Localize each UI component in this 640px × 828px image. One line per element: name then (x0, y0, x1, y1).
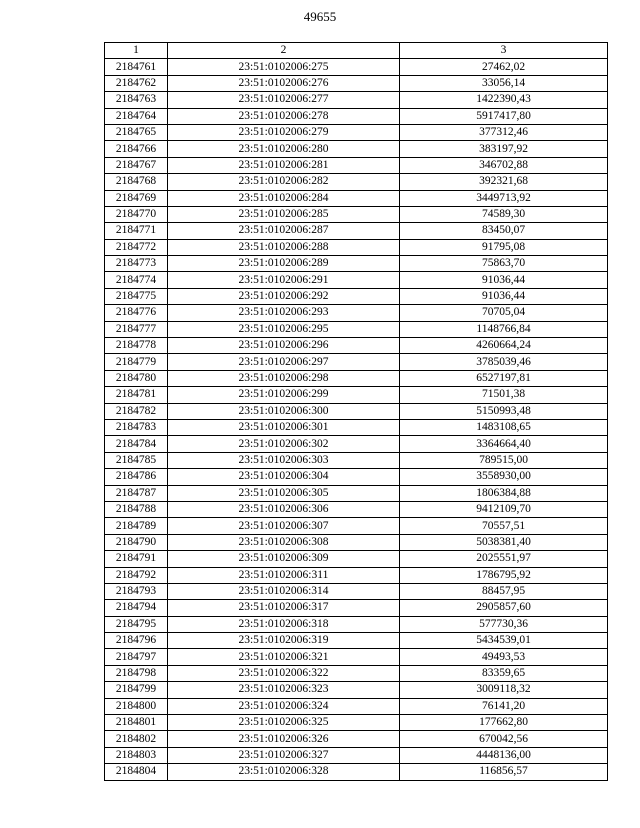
cadastral-number-cell: 23:51:0102006:300 (168, 403, 400, 419)
table-row (105, 174, 608, 190)
row-number-cell: 2184787 (105, 485, 168, 501)
cadastral-number-cell: 23:51:0102006:308 (168, 534, 400, 550)
table-row (105, 321, 608, 337)
row-number-cell: 2184765 (105, 124, 168, 140)
value-cell: 5434539,01 (400, 633, 608, 649)
value-cell: 88457,95 (400, 583, 608, 599)
value-cell: 91036,44 (400, 288, 608, 304)
table-row (105, 567, 608, 583)
table-row (105, 501, 608, 517)
cadastral-number-cell: 23:51:0102006:324 (168, 698, 400, 714)
table-row (105, 583, 608, 599)
value-cell: 177662,80 (400, 715, 608, 731)
row-number-cell: 2184790 (105, 534, 168, 550)
value-cell: 1786795,92 (400, 567, 608, 583)
table-row (105, 190, 608, 206)
row-number-cell: 2184769 (105, 190, 168, 206)
value-cell: 670042,56 (400, 731, 608, 747)
column-header-3: 3 (400, 43, 608, 59)
value-cell: 49493,53 (400, 649, 608, 665)
cadastral-number-cell: 23:51:0102006:282 (168, 174, 400, 190)
row-number-cell: 2184762 (105, 75, 168, 91)
table-row (105, 124, 608, 140)
value-cell: 3364664,40 (400, 436, 608, 452)
row-number-cell: 2184771 (105, 223, 168, 239)
table-row (105, 452, 608, 468)
row-number-cell: 2184761 (105, 59, 168, 75)
value-cell: 5150993,48 (400, 403, 608, 419)
table-row (105, 157, 608, 173)
row-number-cell: 2184777 (105, 321, 168, 337)
row-number-cell: 2184775 (105, 288, 168, 304)
row-number-cell: 2184776 (105, 305, 168, 321)
row-number-cell: 2184774 (105, 272, 168, 288)
value-cell: 1806384,88 (400, 485, 608, 501)
table-row (105, 616, 608, 632)
table-row (105, 75, 608, 91)
value-cell: 1483108,65 (400, 419, 608, 435)
cadastral-number-cell: 23:51:0102006:304 (168, 469, 400, 485)
value-cell: 76141,20 (400, 698, 608, 714)
column-header-2: 2 (168, 43, 400, 59)
row-number-cell: 2184789 (105, 518, 168, 534)
value-cell: 75863,70 (400, 256, 608, 272)
cadastral-number-cell: 23:51:0102006:292 (168, 288, 400, 304)
cadastral-number-cell: 23:51:0102006:297 (168, 354, 400, 370)
cadastral-number-cell: 23:51:0102006:281 (168, 157, 400, 173)
table-row (105, 534, 608, 550)
cadastral-number-cell: 23:51:0102006:307 (168, 518, 400, 534)
table-row (105, 600, 608, 616)
row-number-cell: 2184791 (105, 551, 168, 567)
table-row (105, 698, 608, 714)
row-number-cell: 2184780 (105, 370, 168, 386)
table-row (105, 141, 608, 157)
table-row (105, 206, 608, 222)
value-cell: 4260664,24 (400, 338, 608, 354)
value-cell: 3558930,00 (400, 469, 608, 485)
row-number-cell: 2184796 (105, 633, 168, 649)
table-row (105, 731, 608, 747)
value-cell: 1422390,43 (400, 92, 608, 108)
row-number-cell: 2184798 (105, 665, 168, 681)
cadastral-number-cell: 23:51:0102006:314 (168, 583, 400, 599)
cadastral-number-cell: 23:51:0102006:317 (168, 600, 400, 616)
table-row (105, 256, 608, 272)
cadastral-number-cell: 23:51:0102006:306 (168, 501, 400, 517)
row-number-cell: 2184778 (105, 338, 168, 354)
table-row (105, 764, 608, 780)
cadastral-number-cell: 23:51:0102006:305 (168, 485, 400, 501)
table-row (105, 338, 608, 354)
cadastral-number-cell: 23:51:0102006:279 (168, 124, 400, 140)
table-row (105, 665, 608, 681)
row-number-cell: 2184794 (105, 600, 168, 616)
table-row (105, 354, 608, 370)
cadastral-number-cell: 23:51:0102006:301 (168, 419, 400, 435)
column-header-1: 1 (105, 43, 168, 59)
value-cell: 5917417,80 (400, 108, 608, 124)
cadastral-number-cell: 23:51:0102006:299 (168, 387, 400, 403)
row-number-cell: 2184802 (105, 731, 168, 747)
row-number-cell: 2184785 (105, 452, 168, 468)
row-number-cell: 2184779 (105, 354, 168, 370)
row-number-cell: 2184797 (105, 649, 168, 665)
value-cell: 9412109,70 (400, 501, 608, 517)
value-cell: 74589,30 (400, 206, 608, 222)
value-cell: 1148766,84 (400, 321, 608, 337)
table-row (105, 108, 608, 124)
value-cell: 789515,00 (400, 452, 608, 468)
table-row (105, 403, 608, 419)
cadastral-number-cell: 23:51:0102006:288 (168, 239, 400, 255)
table-row (105, 518, 608, 534)
row-number-cell: 2184767 (105, 157, 168, 173)
cadastral-number-cell: 23:51:0102006:327 (168, 747, 400, 763)
cadastral-number-cell: 23:51:0102006:277 (168, 92, 400, 108)
table-row (105, 272, 608, 288)
row-number-cell: 2184795 (105, 616, 168, 632)
value-cell: 116856,57 (400, 764, 608, 780)
table-row (105, 305, 608, 321)
cadastral-number-cell: 23:51:0102006:321 (168, 649, 400, 665)
cadastral-number-cell: 23:51:0102006:293 (168, 305, 400, 321)
cadastral-number-cell: 23:51:0102006:285 (168, 206, 400, 222)
table-row (105, 288, 608, 304)
value-cell: 27462,02 (400, 59, 608, 75)
table-row (105, 92, 608, 108)
row-number-cell: 2184784 (105, 436, 168, 452)
value-cell: 70557,51 (400, 518, 608, 534)
row-number-cell: 2184768 (105, 174, 168, 190)
value-cell: 91795,08 (400, 239, 608, 255)
value-cell: 91036,44 (400, 272, 608, 288)
value-cell: 577730,36 (400, 616, 608, 632)
value-cell: 6527197,81 (400, 370, 608, 386)
value-cell: 71501,38 (400, 387, 608, 403)
table-row (105, 715, 608, 731)
cadastral-number-cell: 23:51:0102006:296 (168, 338, 400, 354)
row-number-cell: 2184800 (105, 698, 168, 714)
table-row (105, 551, 608, 567)
cadastral-number-cell: 23:51:0102006:311 (168, 567, 400, 583)
row-number-cell: 2184788 (105, 501, 168, 517)
value-cell: 5038381,40 (400, 534, 608, 550)
row-number-cell: 2184793 (105, 583, 168, 599)
value-cell: 3785039,46 (400, 354, 608, 370)
cadastral-number-cell: 23:51:0102006:295 (168, 321, 400, 337)
cadastral-number-cell: 23:51:0102006:298 (168, 370, 400, 386)
table-row (105, 387, 608, 403)
value-cell: 70705,04 (400, 305, 608, 321)
table-row (105, 485, 608, 501)
cadastral-number-cell: 23:51:0102006:303 (168, 452, 400, 468)
row-number-cell: 2184770 (105, 206, 168, 222)
value-cell: 2025551,97 (400, 551, 608, 567)
table-row (105, 469, 608, 485)
row-number-cell: 2184766 (105, 141, 168, 157)
row-number-cell: 2184801 (105, 715, 168, 731)
value-cell: 4448136,00 (400, 747, 608, 763)
row-number-cell: 2184773 (105, 256, 168, 272)
cadastral-number-cell: 23:51:0102006:280 (168, 141, 400, 157)
cadastral-number-cell: 23:51:0102006:284 (168, 190, 400, 206)
table-row (105, 419, 608, 435)
cadastral-number-cell: 23:51:0102006:325 (168, 715, 400, 731)
data-table (104, 42, 608, 781)
cadastral-number-cell: 23:51:0102006:322 (168, 665, 400, 681)
value-cell: 346702,88 (400, 157, 608, 173)
cadastral-number-cell: 23:51:0102006:319 (168, 633, 400, 649)
cadastral-number-cell: 23:51:0102006:318 (168, 616, 400, 632)
table-row (105, 59, 608, 75)
value-cell: 33056,14 (400, 75, 608, 91)
row-number-cell: 2184804 (105, 764, 168, 780)
cadastral-number-cell: 23:51:0102006:289 (168, 256, 400, 272)
cadastral-number-cell: 23:51:0102006:275 (168, 59, 400, 75)
value-cell: 83359,65 (400, 665, 608, 681)
row-number-cell: 2184781 (105, 387, 168, 403)
cadastral-number-cell: 23:51:0102006:291 (168, 272, 400, 288)
cadastral-number-cell: 23:51:0102006:309 (168, 551, 400, 567)
row-number-cell: 2184783 (105, 419, 168, 435)
table-row (105, 633, 608, 649)
table-row (105, 747, 608, 763)
table-row (105, 682, 608, 698)
row-number-cell: 2184772 (105, 239, 168, 255)
table-row (105, 436, 608, 452)
cadastral-number-cell: 23:51:0102006:326 (168, 731, 400, 747)
table-row (105, 649, 608, 665)
row-number-cell: 2184799 (105, 682, 168, 698)
row-number-cell: 2184763 (105, 92, 168, 108)
cadastral-number-cell: 23:51:0102006:328 (168, 764, 400, 780)
cadastral-number-cell: 23:51:0102006:276 (168, 75, 400, 91)
value-cell: 2905857,60 (400, 600, 608, 616)
value-cell: 377312,46 (400, 124, 608, 140)
page-number: 49655 (303, 9, 337, 24)
table-row (105, 370, 608, 386)
table-header-row (105, 43, 608, 59)
row-number-cell: 2184786 (105, 469, 168, 485)
value-cell: 3009118,32 (400, 682, 608, 698)
value-cell: 392321,68 (400, 174, 608, 190)
cadastral-number-cell: 23:51:0102006:302 (168, 436, 400, 452)
value-cell: 383197,92 (400, 141, 608, 157)
table-row (105, 223, 608, 239)
table-row (105, 239, 608, 255)
cadastral-number-cell: 23:51:0102006:278 (168, 108, 400, 124)
row-number-cell: 2184764 (105, 108, 168, 124)
row-number-cell: 2184792 (105, 567, 168, 583)
row-number-cell: 2184803 (105, 747, 168, 763)
value-cell: 3449713,92 (400, 190, 608, 206)
value-cell: 83450,07 (400, 223, 608, 239)
cadastral-number-cell: 23:51:0102006:323 (168, 682, 400, 698)
cadastral-number-cell: 23:51:0102006:287 (168, 223, 400, 239)
row-number-cell: 2184782 (105, 403, 168, 419)
